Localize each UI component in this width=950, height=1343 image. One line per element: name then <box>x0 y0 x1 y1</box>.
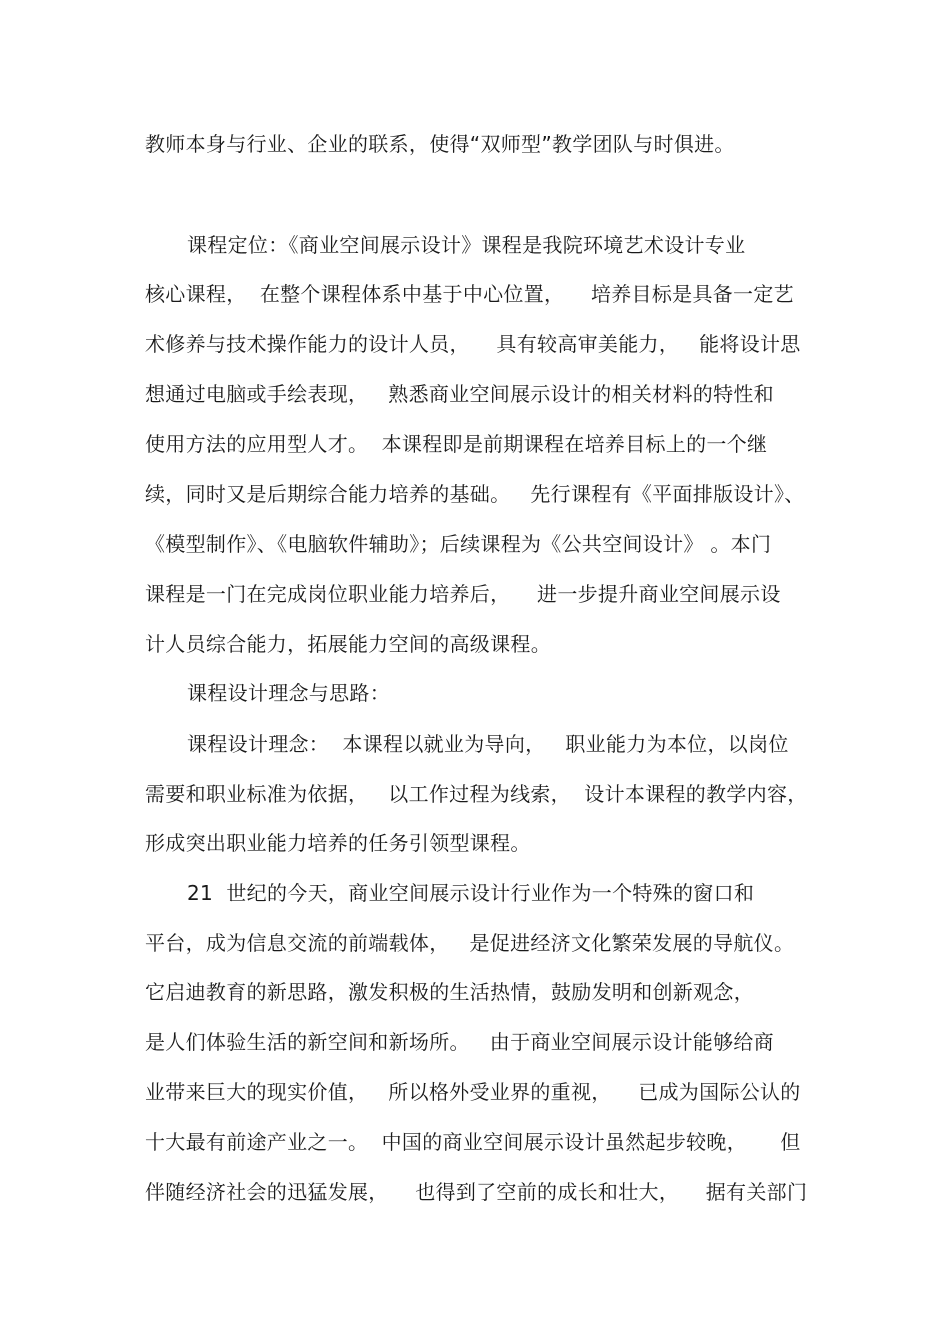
text-line: 《模型制作》、《电脑软件辅助》；后续课程为《公共空间设计》 。本门 <box>145 532 772 556</box>
text-line: 想通过电脑或手绘表现， 熟悉商业空间展示设计的相关材料的特性和 <box>145 382 774 406</box>
text-line: 续，同时又是后期综合能力培养的基础。 先行课程有《平面排版设计》、 <box>145 482 805 506</box>
text-line: 计人员综合能力，拓展能力空间的高级课程。 <box>145 632 551 656</box>
text-line: 它启迪教育的新思路，激发积极的生活热情，鼓励发明和创新观念， <box>145 980 754 1004</box>
text-line: 是人们体验生活的新空间和新场所。 由于商业空间展示设计能够给商 <box>145 1030 774 1054</box>
text-line: 核心课程， 在整个课程体系中基于中心位置， 培养目标是具备一定艺 <box>145 282 794 306</box>
text-line: 课程是一门在完成岗位职业能力培养后， 进一步提升商业空间展示设 <box>145 582 781 606</box>
text-line: 课程定位：《商业空间展示设计》课程是我院环境艺术设计专业 <box>187 233 746 257</box>
text-line: 伴随经济社会的迅猛发展， 也得到了空前的成长和壮大， 据有关部门 <box>145 1180 808 1204</box>
text-line: 平台，成为信息交流的前端载体， 是促进经济文化繁荣发展的导航仪。 <box>145 931 795 955</box>
text-line: 十大最有前途产业之一。 中国的商业空间展示设计虽然起步较晚， 但 <box>145 1130 801 1154</box>
text-line: 使用方法的应用型人才。 本课程即是前期课程在培养目标上的一个继 <box>145 432 768 456</box>
text-line: 术修养与技术操作能力的设计人员， 具有较高审美能力， 能将设计思 <box>145 332 801 356</box>
text-line: 形成突出职业能力培养的任务引领型课程。 <box>145 831 531 855</box>
text-line: 21 世纪的今天，商业空间展示设计行业作为一个特殊的窗口和 <box>187 881 755 905</box>
text-line: 需要和职业标准为依据， 以工作过程为线索， 设计本课程的教学内容， <box>145 782 808 806</box>
text-line: 课程设计理念： 本课程以就业为导向， 职业能力为本位，以岗位 <box>187 732 789 756</box>
text-line: 业带来巨大的现实价值， 所以格外受业界的重视， 已成为国际公认的 <box>145 1080 801 1104</box>
section-heading: 课程设计理念与思路： <box>187 681 390 705</box>
text-line: 教师本身与行业、企业的联系，使得“双师型”教学团队与时俱进。 <box>145 132 735 156</box>
